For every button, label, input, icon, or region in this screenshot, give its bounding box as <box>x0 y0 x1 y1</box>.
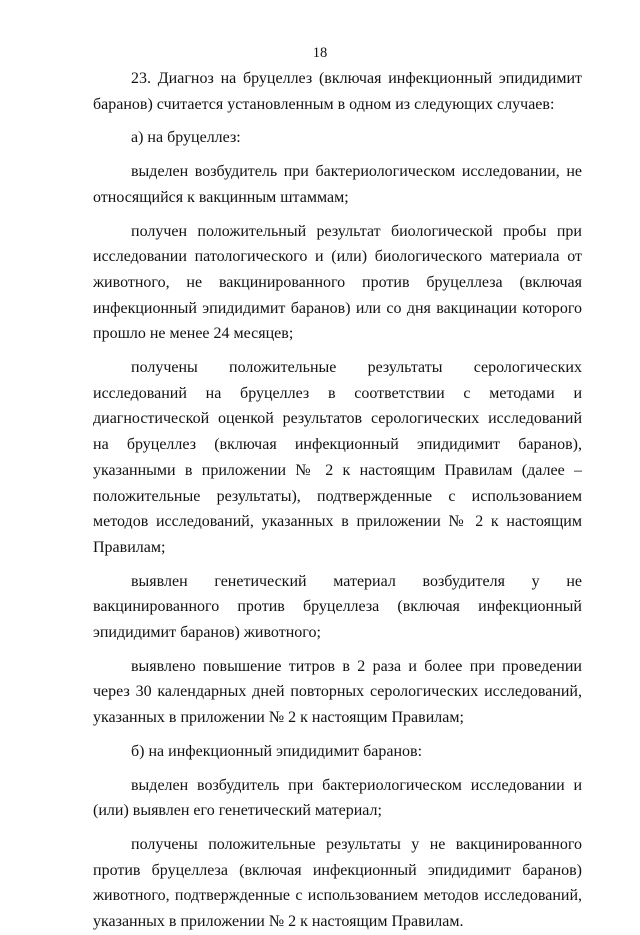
paragraph-diagnosis-intro: 23. Диагноз на бруцеллез (включая инфекционный эпидидимит баранов) считается установленным в одном из следующих случаев: <box>93 70 582 113</box>
paragraph-titer-increase: выявлено повышение титров в 2 раза и более при проведении через 30 календарных дней повторных серологических исследований, указанных в приложении № 2 к настоящим Правилам; <box>93 657 582 727</box>
document-body <box>93 66 582 935</box>
paragraph-epididymitis-heading: б) на инфекционный эпидидимит баранов: <box>131 742 423 760</box>
paragraph-epididymitis-results: получены положительные результаты у не вакцинированного против бруцеллеза (включая инфекционный эпидидимит баранов) животного, подтвержденные с использованием методов исследований, указанных в приложении № 2 к настоящим Правилам. <box>93 835 582 931</box>
paragraph-serological-results: получены положительные результаты серологических исследований на бруцеллез в соответствии с методами и диагностической оценкой результатов серологических исследований на бруцеллез (включая инфекционный эпидидимит баранов), указанными в приложении № 2 к настоящим Правилам (далее – положительные результаты), подтвержденные с использованием методов исследований, указанных в приложении № 2 к настоящим Правилам; <box>93 359 582 556</box>
paragraph-pathogen-isolated: выделен возбудитель при бактериологическом исследовании, не относящийся к вакцинным штаммам; <box>93 163 582 206</box>
page-number: 18 <box>312 45 328 61</box>
paragraph-brucellosis-heading: а) на бруцеллез: <box>131 129 241 147</box>
paragraph-epididymitis-pathogen: выделен возбудитель при бактериологическом исследовании и (или) выявлен его генетический материал; <box>93 776 582 820</box>
paragraph-biological-test: получен положительный результат биологической пробы при исследовании патологического и (или) биологического материала от животного, не вакцинированного против бруцеллеза (включая инфекционный эпидидимит баранов) или со дня вакцинации которого прошло не менее 24 месяцев; <box>93 222 582 343</box>
paragraph-genetic-material: выявлен генетический материал возбудителя у не вакцинированного против бруцеллеза (включая инфекционный эпидидимит баранов) животного; <box>93 572 582 642</box>
